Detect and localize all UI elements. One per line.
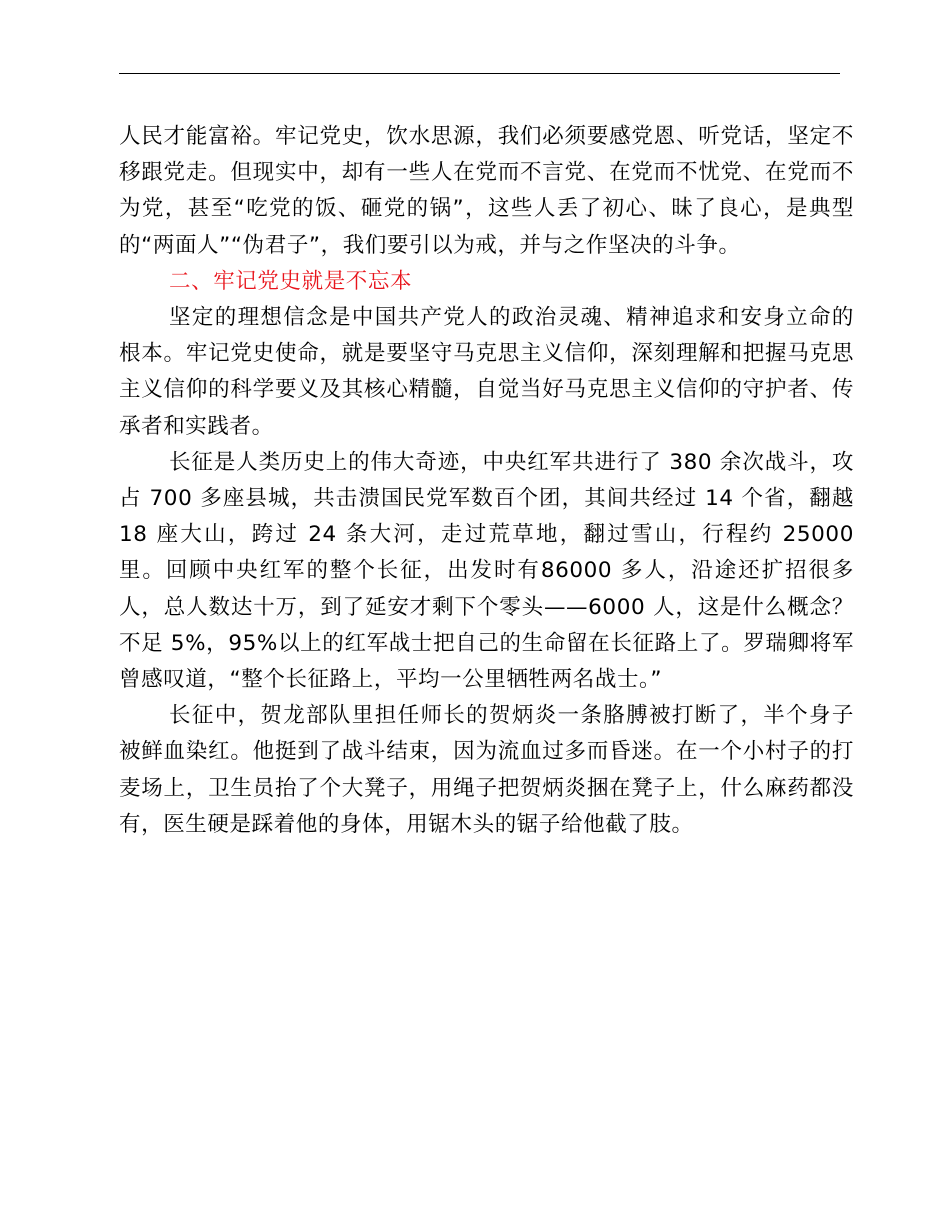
document-body — [119, 119, 854, 843]
paragraph-ideals: 坚定的理想信念是中国共产党人的政治灵魂、精神追求和安身立命的根本。牢记党史使命，就是要坚守马克思主义信仰，深刻理解和把握马克思主义信仰的科学要义及其核心精髓，自觉当好马克思主义信仰的守护者、传承者和实践者。 — [119, 305, 854, 439]
paragraph-he-bingyan: 长征中，贺龙部队里担任师长的贺炳炎一条胳膊被打断了，半个身子被鲜血染红。他挺到了战斗结束，因为流血过多而昏迷。在一个小村子的打麦场上，卫生员抬了个大凳子，用绳子把贺炳炎捆在凳子上，什么麻药都没有，医生硬是踩着他的身体，用锯木头的锯子给他截了肢。 — [119, 703, 854, 837]
paragraph-long-march: 长征是人类历史上的伟大奇迹，中央红军共进行了 380 余次战斗，攻占 700 多座县城，共击溃国民党军数百个团，其间共经过 14 个省，翻越 18 座大山，跨过 24 条大河，走过荒草地，翻过雪山，行程约 25000 里。回顾中央红军的整个长征，出发时有86000 多人，沿途还扩招很多人，总人数达十万，到了延安才剩下个零头——6000 人，这是什么概念？不足 5%，95%以上的红军战士把自己的生命留在长征路上了。罗瑞卿将军曾感叹道，“整个长征路上，平均一公里牺牲两名战士。” — [119, 449, 854, 693]
paragraph-continuation: 人民才能富裕。牢记党史，饮水思源，我们必须要感党恩、听党话，坚定不移跟党走。但现实中，却有一些人在党而不言党、在党而不忧党、在党而不为党，甚至“吃党的饭、砸党的锅”，这些人丢了初心、昧了良心，是典型的“两面人”“伪君子”，我们要引以为戒，并与之作坚决的斗争。 — [119, 124, 854, 258]
header-rule — [119, 73, 840, 74]
section-heading: 二、牢记党史就是不忘本 — [169, 268, 413, 294]
